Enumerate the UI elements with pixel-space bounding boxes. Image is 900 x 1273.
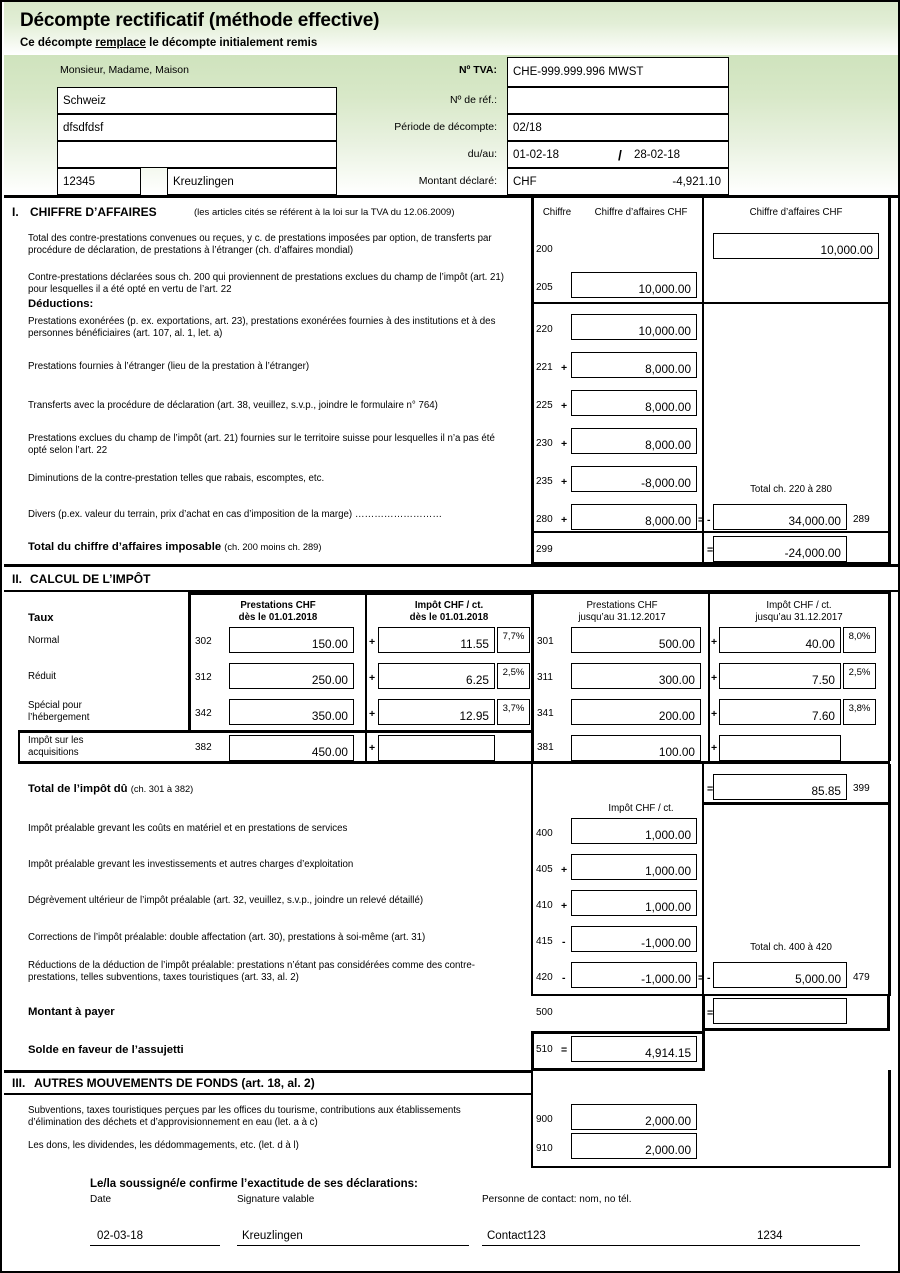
s2-total-400-420-value: 5,000.00 (795, 972, 841, 986)
section3-sub-rule (4, 1093, 531, 1095)
section1-top-rule (4, 195, 900, 198)
s1-total-label (28, 541, 321, 553)
s2-rate-row-1-ch-a: 312 (195, 672, 212, 683)
date-from-value: 01-02-18 (513, 148, 560, 161)
s2-prior-row-400-value: 1,000.00 (645, 828, 691, 842)
signature-contact-line[interactable] (482, 1245, 860, 1246)
s2-col-prest-2017-header (536, 600, 708, 623)
s1-deductions-label: Déductions: (28, 298, 94, 310)
s2-rate-row-2-op-a: + (369, 708, 376, 720)
s1-row-221-text: Prestations fournies à l’étranger (lieu de la prestation à l’étranger) (28, 361, 310, 372)
s2-total-due-label (28, 783, 193, 795)
s2-prior-row-405-input[interactable] (571, 854, 697, 880)
s2-total-due-value: 85.85 (811, 784, 841, 798)
s2-rate-row-2-ch-b: 341 (537, 708, 554, 719)
s2-rate-row-1-label: Réduit (28, 671, 57, 682)
s2-prior-row-420-text: Réductions de la déduction de l’impôt préalable: prestations n’étant pas considérées comme des contre-prestations, telles subventions, taxes touristiques (art. 33, al. 2) (28, 960, 475, 984)
s2-rate-row-1-rate-b: 2,5% (843, 663, 876, 689)
s1-row-200-right-input[interactable] (713, 233, 879, 259)
s1-row-280-op: + (561, 514, 568, 526)
signature-title: Le/la soussigné/e confirme l’exactitude de ses déclarations: (90, 1178, 418, 1190)
s2-rate-row-0-ch-a: 302 (195, 636, 212, 647)
s2-rate-row-2-prest-a-input[interactable] (229, 699, 354, 725)
s2-prior-row-420-ch: 420 (536, 972, 553, 983)
s2-rate-row-3-op-a: + (369, 742, 376, 754)
s1-row-235-text: Diminutions de la contre-prestation telles que rabais, escomptes, etc. (28, 473, 325, 484)
s2-rate-row-1-op-a: + (369, 672, 376, 684)
subtitle-pre: Ce décompte (20, 37, 96, 49)
s1-row-280-text: Divers (p.ex. valeur du terrain, prix d’achat en cas d’imposition de la marge) ……………………… (28, 509, 443, 520)
s1-right-edge (888, 198, 891, 564)
currency-value: CHF (513, 175, 537, 188)
s1-minus-289: - (707, 514, 711, 526)
s3-row-900-input[interactable] (571, 1104, 697, 1130)
s1-row-220-ch: 220 (536, 324, 553, 335)
s1-row-205-text: Contre-prestations déclarées sous ch. 200 qui proviennent de prestations exclues du champ de l’impôt (art. 21) pour lesquelles il a été opté en vertu de l’art. 22 (28, 272, 505, 296)
s1-row-220-value: 10,000.00 (638, 324, 691, 338)
s2-prior-top-rule (704, 802, 890, 805)
s2-total-400-420-label: Total ch. 400 à 420 (750, 942, 832, 953)
s2-total-due-input[interactable] (713, 774, 847, 800)
s2-rate-row-2-impot-b-value: 7.60 (812, 709, 835, 723)
s2-div-prest-impot-a (365, 594, 367, 761)
s2-rate-row-3-prest-b-value: 100.00 (658, 745, 695, 759)
s2-rate-row-2-rate-b: 3,8% (843, 699, 876, 725)
s2-rate-row-2-ch-a: 342 (195, 708, 212, 719)
s2-balance-bottom-rule (531, 1068, 705, 1071)
s2-col-impot-2017-line2: jusqu’au 31.12.2017 (755, 611, 843, 623)
s2-rate-row-2-label-line2: l’hébergement (28, 712, 90, 724)
s2-rate-row-1-prest-b-value: 300.00 (658, 673, 695, 687)
period-label: Période de décompte: (394, 121, 497, 133)
s2-rate-row-1-op-b: + (711, 672, 718, 684)
address-label: Monsieur, Madame, Maison (60, 64, 189, 76)
s2-rate-row-3-prest-a-input[interactable] (229, 735, 354, 761)
signature-phone-value: 1234 (757, 1230, 783, 1242)
s2-prior-mid-div (702, 764, 704, 996)
s2-rate-row-0-op-b: + (711, 636, 718, 648)
s1-row-220-input[interactable] (571, 314, 697, 340)
s2-rate-row-2-prest-b-value: 200.00 (658, 709, 695, 723)
s2-rate-row-2-impot-a-value: 12.95 (459, 709, 489, 723)
s1-total-220-280-input[interactable] (713, 504, 847, 530)
s2-rate-row-2-impot-a-input[interactable] (378, 699, 495, 725)
s1-row-221-op: + (561, 362, 568, 374)
s1-col-div-1 (531, 198, 534, 564)
s2-col-prest-2018-line2: dès le 01.01.2018 (238, 611, 318, 623)
s2-rate-row-0-label: Normal (28, 635, 60, 646)
s2-prior-bottom-rule (531, 994, 890, 996)
s2-prior-row-415-op: - (562, 936, 566, 948)
s1-row-230-ch: 230 (536, 438, 553, 449)
s1-row-221-input[interactable] (571, 352, 697, 378)
s1-row-205-value: 10,000.00 (638, 282, 691, 296)
s2-balance-ch: 510 (536, 1044, 553, 1055)
s2-prior-row-410-input[interactable] (571, 890, 697, 916)
s2-frame-top-b (533, 592, 890, 594)
s2-rate-row-3-prest-b-input[interactable] (571, 735, 701, 761)
s3-row-900-text: Subventions, taxes touristiques perçues par les offices du tourisme, contributions aux établissements d’élimination des déchets et d’approvisionnement en eau (let. a à c) (28, 1105, 461, 1129)
s1-col-div-2 (702, 198, 704, 564)
s1-row-235-value: -8,000.00 (641, 476, 691, 490)
s2-prior-row-420-value: -1,000.00 (641, 972, 691, 986)
section3-number: III. (12, 1076, 26, 1090)
signature-date-value: 02-03-18 (97, 1230, 144, 1242)
signature-date-label: Date (90, 1194, 112, 1205)
s2-prior-row-420-input[interactable] (571, 962, 697, 988)
s2-col-impot-2018-line1: Impôt CHF / ct. (414, 600, 484, 611)
s3-row-910-ch: 910 (536, 1143, 553, 1154)
s2-rate-row-1-prest-a-input[interactable] (229, 663, 354, 689)
s2-frame-left (188, 592, 191, 731)
s2-rate-row-3-label-line2: acquisitions (28, 747, 79, 759)
s2-total-due-equals: = (707, 783, 714, 795)
s2-rate-row-2-op-b: + (711, 708, 718, 720)
s1-row-205-input[interactable] (571, 272, 697, 298)
vat-number-value: CHE-999.999.996 MWST (513, 66, 644, 78)
s2-col-impot-2018-line2: dès le 01.01.2018 (409, 611, 489, 623)
s2-balance-equals: = (561, 1044, 568, 1056)
section2-top-rule (4, 564, 900, 567)
s2-rate-row-2-prest-b-input[interactable] (571, 699, 701, 725)
vat-number-field[interactable] (507, 57, 729, 87)
s2-rate-row-0-rate-b: 8,0% (843, 627, 876, 653)
s1-row-200-right-value: 10,000.00 (820, 243, 873, 257)
s2-rate-row-0-ch-b: 301 (537, 636, 554, 647)
s3-row-910-text: Les dons, les dividendes, les dédommagements, etc. (let. d à l) (28, 1140, 299, 1151)
s2-rate-row-0-prest-a-input[interactable] (229, 627, 354, 653)
section1-title-note: (les articles cités se référent à la loi sur la TVA du 12.06.2009) (194, 207, 455, 218)
s2-prior-row-415-value: -1,000.00 (641, 936, 691, 950)
vat-number-label: Nº TVA: (458, 64, 497, 76)
s2-rate-row-1-impot-b-input[interactable] (719, 663, 841, 689)
s1-total-input[interactable] (713, 536, 847, 562)
s2-rate-row-3-impot-b-input[interactable] (719, 735, 841, 761)
s2-col-impot-2018-header (368, 600, 530, 623)
s2-total-400-420-ch: 479 (853, 972, 870, 983)
s2-rate-row-2-impot-b-input[interactable] (719, 699, 841, 725)
date-separator: / (618, 146, 622, 163)
s1-row-235-ch: 235 (536, 476, 553, 487)
ref-number-field[interactable] (507, 87, 729, 114)
s1-col-ca1-header: Chiffre d’affaires CHF (594, 207, 688, 218)
signature-signature-value: Kreuzlingen (242, 1230, 303, 1242)
s2-prior-row-415-ch: 415 (536, 936, 553, 947)
s1-row-221-value: 8,000.00 (645, 362, 691, 376)
city-value: Kreuzlingen (173, 175, 234, 188)
s2-rate-row-1-prest-b-input[interactable] (571, 663, 701, 689)
s2-acq-left-edge (18, 730, 20, 763)
s2-prior-row-410-ch: 410 (536, 900, 553, 911)
s2-prior-row-400-ch: 400 (536, 828, 553, 839)
s2-rate-row-0-impot-b-input[interactable] (719, 627, 841, 653)
s2-rates-bottom-rule (18, 761, 890, 764)
s2-rate-row-3-label-line1: Impôt sur les (28, 735, 84, 746)
s2-prior-row-410-value: 1,000.00 (645, 900, 691, 914)
s1-inner-rule-2 (531, 531, 890, 533)
s3-row-910-input[interactable] (571, 1133, 697, 1159)
subtitle-post: le décompte initialement remis (145, 37, 318, 49)
zip-field[interactable] (57, 168, 141, 195)
from-to-label: du/au: (467, 148, 497, 160)
s2-amount-to-pay-right-edge (887, 994, 890, 1031)
signature-contact-label: Personne de contact: nom, no tél. (482, 1194, 632, 1205)
s1-row-225-value: 8,000.00 (645, 400, 691, 414)
s2-prior-row-415-text: Corrections de l’impôt préalable: double affectation (art. 30), prestations à soi-même (art. 31) (28, 932, 426, 943)
s2-prior-row-410-op: + (561, 900, 568, 912)
s2-prior-row-415-input[interactable] (571, 926, 697, 952)
s3-row-900-value: 2,000.00 (645, 1114, 691, 1128)
s2-rate-row-1-ch-b: 311 (537, 672, 553, 683)
s2-rate-row-1-impot-b-value: 7.50 (812, 673, 835, 687)
section3-title: AUTRES MOUVEMENTS DE FONDS (art. 18, al. 2) (34, 1076, 315, 1090)
s2-col-impot-2017-header (711, 600, 887, 623)
s2-rate-row-0-rate-a: 7,7% (497, 627, 530, 653)
s1-row-230-text: Prestations exclues du champ de l’impôt (art. 21) fournies sur le territoire suisse pour lesquelles il n’a pas été opté selon l’art. 22 (28, 433, 495, 457)
s2-balance-input[interactable] (571, 1036, 697, 1062)
s2-rate-row-0-impot-b-value: 40.00 (805, 637, 835, 651)
s2-div-prest-impot-b (708, 594, 710, 761)
s2-rate-row-2-prest-a-value: 350.00 (311, 709, 348, 723)
s1-col-ca2-header: Chiffre d’affaires CHF (749, 207, 843, 218)
address-line3-field[interactable] (57, 141, 337, 168)
s1-total-note: (ch. 200 moins ch. 289) (224, 542, 322, 552)
s1-row-280-input[interactable] (571, 504, 697, 530)
section2-number: II. (12, 572, 23, 586)
s2-amount-to-pay-ch: 500 (536, 1007, 553, 1018)
declared-amount-field[interactable] (507, 168, 729, 195)
s2-prior-row-400-text: Impôt préalable grevant les coûts en matériel et en prestations de services (28, 823, 348, 834)
s2-rate-row-3-op-b: + (711, 742, 718, 754)
s3-row-900-ch: 900 (536, 1114, 553, 1125)
s2-prior-row-400-input[interactable] (571, 818, 697, 844)
s1-row-225-ch: 225 (536, 400, 553, 411)
s1-row-280-ch: 280 (536, 514, 553, 525)
s1-row-220-text: Prestations exonérées (p. ex. exportations, art. 23), prestations exonérées fournies à des institutions et à des personnes bénéficiaires (art. 107, al. 1, let. a) (28, 316, 496, 340)
s1-row-221-ch: 221 (536, 362, 553, 373)
s2-prior-row-410-text: Dégrèvement ultérieur de l’impôt préalable (art. 32, veuillez, s.v.p., joindre un relevé détaillé) (28, 895, 424, 906)
s2-rate-row-0-prest-b-input[interactable] (571, 627, 701, 653)
period-field[interactable] (507, 114, 729, 141)
s2-amount-to-pay-left-edge (702, 994, 705, 1031)
s2-col-prest-2018-line1: Prestations CHF (240, 600, 316, 611)
section2-title: CALCUL DE L’IMPÔT (30, 572, 151, 586)
s1-total-equals: = (707, 544, 714, 556)
s2-col-impot-ct-header: Impôt CHF / ct. (608, 803, 674, 814)
s3-left-div (531, 1070, 533, 1168)
s2-col-prest-2017-line1: Prestations CHF (586, 600, 658, 611)
s2-amount-to-pay-input[interactable] (713, 998, 847, 1024)
s2-rate-row-0-prest-a-value: 150.00 (311, 637, 348, 651)
page-subtitle (20, 37, 317, 49)
s1-total-ch: 299 (536, 544, 553, 555)
s1-row-225-input[interactable] (571, 390, 697, 416)
signature-signature-label: Signature valable (237, 1194, 315, 1205)
s1-total-220-280-value: 34,000.00 (788, 514, 841, 528)
s2-prior-row-420-op: - (562, 972, 566, 984)
zip-value: 12345 (63, 175, 95, 188)
city-field[interactable] (167, 168, 337, 195)
s1-total-label-main: Total du chiffre d’affaires imposable (28, 541, 222, 553)
s2-rate-row-2-label (28, 700, 178, 724)
s2-rate-row-0-op-a: + (369, 636, 376, 648)
s2-rate-row-2-rate-a: 3,7% (497, 699, 530, 725)
section3-top-rule (4, 1070, 531, 1073)
s2-acq-top-rule (18, 730, 534, 733)
s3-row-910-value: 2,000.00 (645, 1143, 691, 1157)
s1-row-280-value: 8,000.00 (645, 514, 691, 528)
s2-equals-479: = (698, 972, 705, 984)
address-line1-value: Schweiz (63, 94, 106, 107)
page-title: Décompte rectificatif (méthode effective) (20, 10, 380, 31)
s1-inner-rule-1 (531, 302, 890, 304)
s2-prior-row-405-ch: 405 (536, 864, 553, 875)
s1-total-220-280-ch: 289 (853, 514, 870, 525)
s1-equals-289: = (698, 514, 705, 526)
s2-rate-row-1-prest-a-value: 250.00 (311, 673, 348, 687)
s2-amount-to-pay-equals: = (707, 1007, 714, 1019)
s1-row-235-op: + (561, 476, 568, 488)
s2-prior-row-405-value: 1,000.00 (645, 864, 691, 878)
s2-balance-value: 4,914.15 (645, 1046, 691, 1060)
s2-amount-to-pay-label: Montant à payer (28, 1006, 115, 1018)
s2-balance-right-edge (702, 1031, 705, 1071)
s2-col-impot-2017-line1: Impôt CHF / ct. (766, 600, 832, 611)
s2-rate-row-3-label (28, 735, 178, 759)
s2-balance-top-rule (531, 1031, 705, 1034)
s2-prior-row-405-text: Impôt préalable grevant les investissements et autres charges d’exploitation (28, 859, 354, 870)
s1-row-230-value: 8,000.00 (645, 438, 691, 452)
s2-prior-left-div (531, 764, 533, 996)
s1-row-225-text: Transferts avec la procédure de déclaration (art. 38, veuillez, s.v.p., joindre le formulaire n° 764) (28, 400, 438, 411)
s2-total-due-note: (ch. 301 à 382) (130, 784, 194, 794)
s1-row-230-input[interactable] (571, 428, 697, 454)
section1-title: CHIFFRE D’AFFAIRES (30, 205, 157, 219)
s2-frame-top-a (188, 592, 533, 595)
s1-row-205-ch: 205 (536, 282, 553, 293)
s2-rate-row-3-prest-a-value: 450.00 (311, 745, 348, 759)
s3-right-edge (888, 1070, 891, 1168)
signature-date-line[interactable] (90, 1245, 220, 1246)
from-to-field[interactable] (507, 141, 729, 168)
s1-total-value: -24,000.00 (784, 546, 841, 560)
s1-row-225-op: + (561, 400, 568, 412)
s2-rate-row-0-prest-b-value: 500.00 (658, 637, 695, 651)
address-line2-value: dfsdfdsf (63, 121, 104, 134)
s1-row-200-ch: 200 (536, 244, 553, 255)
s2-total-due-label-main: Total de l’impôt dû (28, 783, 128, 795)
s1-row-235-input[interactable] (571, 466, 697, 492)
s2-total-due-ch: 399 (853, 783, 870, 794)
s1-col-chiffre-header: Chiffre (542, 207, 572, 218)
s2-balance-left-edge (531, 1031, 534, 1071)
s2-div-mid (531, 592, 534, 761)
s2-rate-row-1-impot-a-value: 6.25 (466, 673, 489, 687)
s1-row-230-op: + (561, 438, 568, 450)
s1-total-220-280-label: Total ch. 220 à 280 (750, 484, 832, 495)
declared-amount-value: -4,921.10 (672, 175, 721, 188)
s2-rate-row-3-impot-a-input[interactable] (378, 735, 495, 761)
s2-rate-row-1-impot-a-input[interactable] (378, 663, 495, 689)
address-line1-field[interactable] (57, 87, 337, 114)
s2-col-prest-2018-header (192, 600, 364, 623)
s2-prior-right-edge (888, 764, 891, 996)
s2-rate-row-0-impot-a-input[interactable] (378, 627, 495, 653)
subtitle-underline: remplace (95, 37, 146, 49)
s2-minus-479: - (707, 972, 711, 984)
ref-number-label: Nº de réf.: (449, 94, 497, 106)
period-value: 02/18 (513, 121, 542, 134)
s2-amount-to-pay-bottom-rule (702, 1028, 890, 1031)
declared-amount-label: Montant déclaré: (418, 175, 497, 187)
s2-balance-label: Solde en faveur de l’assujetti (28, 1044, 184, 1056)
address-line2-field[interactable] (57, 114, 337, 141)
section1-number: I. (12, 205, 19, 219)
s2-prior-row-405-op: + (561, 864, 568, 876)
s3-bottom-rule (531, 1166, 890, 1168)
s2-rate-row-0-impot-a-value: 11.55 (460, 637, 489, 651)
s2-rate-row-3-ch-a: 382 (195, 742, 212, 753)
s2-frame-right (888, 592, 891, 761)
s2-rate-row-3-ch-b: 381 (537, 742, 554, 753)
date-to-value: 28-02-18 (634, 148, 681, 161)
s2-total-400-420-input[interactable] (713, 962, 847, 988)
s2-taux-label: Taux (28, 612, 54, 624)
s2-col-prest-2017-line2: jusqu’au 31.12.2017 (578, 611, 666, 623)
signature-signature-line[interactable] (237, 1245, 469, 1246)
s1-row-200-text: Total des contre-prestations convenues ou reçues, y c. de prestations imposées par option, de transferts par procédure de déclaration, de prestations à l’étranger (ch. d’affaires mondial) (28, 233, 492, 257)
s2-rate-row-1-rate-a: 2,5% (497, 663, 530, 689)
signature-contact-value: Contact123 (487, 1230, 546, 1242)
s2-rate-row-2-label-line1: Spécial pour (28, 700, 82, 711)
